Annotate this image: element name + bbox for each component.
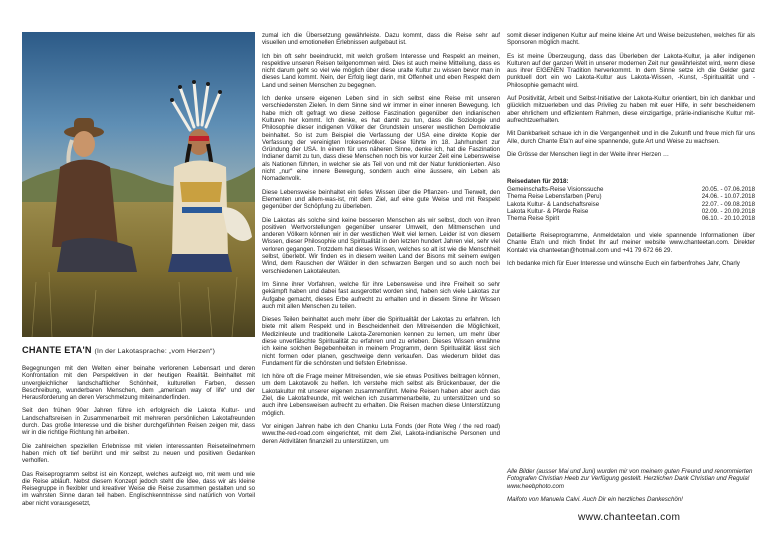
col1-paragraph-2: Seit den frühen 90er Jahren führe ich erfolgreich die Lakota Kultur- und Landschaftsreisen in Zusammenarbeit mit mehreren persönlichen Lakotafreunden durch. Das große Interesse und die bisher durchgeführten Reisen zeigen mir, dass wir in die richtige Richtung hin arbeiten. (22, 407, 255, 437)
col2-paragraph-1: zumal ich die Übersetzung gewährleiste. Dazu kommt, dass die Reise sehr auf visuellen und emotionellen Erlebnissen aufgebaut ist. (262, 32, 500, 47)
title-main: CHANTE ETA'N (22, 345, 92, 355)
photo-illustration (22, 32, 255, 337)
schedule-row (507, 208, 755, 215)
schedule-heading: Reisedaten für 2018: (507, 178, 569, 186)
schedule-trip-dates: 22.07. - 09.08.2018 (701, 200, 755, 208)
col2-paragraph-7: Dieses Teilen beinhaltet auch mehr über die Spiritualität der Lakotas zu erfahren. Ich biete mit allem Respekt und in Bescheidenheit den Mitreisenden die Möglichkeit, Medizinleute und traditionelle Lakota-Zeremonien kennen zu lernen, um mehr über diese unverfälschte Spiritualität zu erfahren und zu erleben. Dieses Wissen erwähne ich keine solchen Begebenheiten in meinem Programm, denn Spiritualität lässt sich nicht formen oder planen, geschweige denn verkaufen. Das wiederum bildet das Fundament für die schönsten und tiefsten Erlebnisse. (262, 316, 500, 367)
col2-paragraph-8: Ich höre oft die Frage meiner Mitreisenden, wie sie etwas Positives beitragen können, um dem Lakotavolk zu helfen. Ich verstehe mich selbst als Brückenbauer, der die Lakotakultur mit unserer eigenen zusammenführt. Meine Reisen haben aber auch das Ziel, die Lakotafreunde, mit welchen ich zusammenarbeite, zu unterstützen und so auch ihre Lebensweisen aufrecht zu erhalten. Die Reisen machen diese Unterstützung möglich. (262, 373, 500, 417)
col2-paragraph-9: Vor einigen Jahren habe ich den Chanku Luta Fonds (der Rote Weg / the red road) www.the-red-road.com eingerichtet, mit dem Ziel, Lakota-indianische Personen und deren Aktivitäten finanziell zu unterstützen, um (262, 422, 500, 445)
col1-paragraph-4: Das Reiseprogramm selbst ist ein Konzept, welches aufzeigt wo, mit wem und wie die Reise abläuft. Nebst diesem Konzept jedoch steht die Idee, dass wir als kleine Reisegruppe in flexibler und kreativer Weise die Reise zusammen gestalten und so im wahrsten Sinne daran teil haben. Englischkenntnisse sind natürlich von Vorteil aber nicht vorausgesetzt, (22, 470, 255, 507)
col2-paragraph-4: Diese Lebensweise beinhaltet ein tiefes Wissen über die Pflanzen- und Tierwelt, den Elementen und allem-was-ist, mit dem Ziel, auf eine gute Weise und mit Respekt gegenüber der Schöpfung zu überleben. (262, 188, 500, 211)
schedule-trip-name: Lakota Kultur- & Pferde Reise (507, 207, 589, 215)
col3-paragraph-1: somit dieser indigenen Kultur auf meine kleine Art und Weise beizustehen, welches für als Sponsoren möglich macht. (507, 32, 755, 47)
schedule-row (507, 193, 755, 200)
article-title (22, 345, 255, 355)
col3-paragraph-4: Mit Dankbarkeit schaue ich in die Vergangenheit und in die Zukunft und freue mich für uns Alle, durch Chante Eta'n auf eine spannende, gute Art und Weise zu wachsen. (507, 130, 755, 145)
col2-paragraph-3: Ich denke unsere eigenen Leben sind in sich selbst eine Reise mit unseren verschiedensten Zielen. In dem Sinne sind wir immer in einer inneren Bewegung. Ich habe mich oft gefragt wo diese zeitlose Faszination gegenüber den indianischen Kulturen her kommt. Ich denke, es hat damit zu tun, dass die Soziologie und Philosophie dieser indigenen Völker der Grundstein unserer westlichen Demokratie beinhaltet. So ist zum Beispiel die Verfassung der USA eine direkte Kopie der Verfassung der vereinigten Irokesenvölker. Diese führte im 18. Jahrhundert zur Gründung der USA. In einem für uns näheren Sinne, denke ich, hat die Faszination Indianer damit zu tun, dass diese Menschen noch bis vor kurzer Zeit eine Lebensweise als Nationen führten, in welcher sie als Teil von und mit der Natur funktionierten. Also nicht „nur“ eine innere Bewegung, sondern auch eine äussere, ein Leben als Nomadenvolk. (262, 95, 500, 183)
contact-paragraph: Detaillierte Reiseprogramme, Anmeldetalon und viele spannende Informationen über Chante Eta'n und mich findet Ihr auf meiner website www.chanteetan.com. Direkter Kontakt via chanteetan@hotmail.com und +41 79 672 66 29. (507, 232, 755, 254)
column-middle (262, 32, 500, 451)
photo-credit-1: Alle Bilder (ausser Mai und Juni) wurden mir von meinem guten Freund und renommierten Fotografen Christian Heeb zur Verfügung gestellt. Herzlichen Dank Christian und Regula! www.heebphoto.com (507, 468, 753, 490)
schedule-trip-name: Thema Reise Lebensfarben (Peru) (507, 193, 602, 201)
lakota-photo (22, 32, 255, 337)
column-right (507, 32, 755, 273)
photo-credit-2: Maifoto von Manuela Calvi. Auch Dir ein herzliches Dankeschön! (507, 495, 683, 503)
schedule-row (507, 201, 755, 208)
col2-paragraph-5: Die Lakotas als solche sind keine besseren Menschen als wir selbst, doch von ihren positiven Wertvorstellungen gegenüber unserer Umwelt, den Mitmenschen und anderen Völkern können wir in der westlichen Welt viel lernen. Leider ist von diesem Wissen, dieser Philosophie und Spiritualität in den letzten hundert Jahren viel, sehr viel verloren gegangen. Trotzdem hat dieses Wissen, welches so alt ist wie die Menschheit selbst, überlebt. Wir finden es in diesem weiten Land der Bisons mit seinem ewigen Wind, dem Rauschen der Wälder in den schwarzen Bergen und so auch noch bei verschiedenen Lakotaleuten. (262, 216, 500, 275)
website-link[interactable]: www.chanteetan.com (578, 512, 681, 523)
closing-paragraph: Ich bedanke mich für Euer Interesse und wünsche Euch ein farbenfrohes Jahr, Charly (507, 260, 740, 268)
col3-paragraph-2: Es ist meine Überzeugung, dass das Überleben der Lakota-Kultur, ja aller indigenen Kulturen auf der ganzen Welt in unserer modernen Zeit nur gewährleistet wird, wenn diese aus ihrer EIGENEN Tradition herverkommt. In dem Sinne setze ich die Gelder ganz punktuell dort ein wo Lakota-Kultur aus Lakota-Wissen, -Kunst, -Spiritualität und -Philosophie gemacht wird. (507, 52, 755, 89)
col1-paragraph-3: Die zahlreichen speziellen Erlebnisse mit vielen interessanten Reiseteilnehmern haben mich oft tief berührt und mir selbst zu neuen und positiven Gedanken verholfen. (22, 442, 255, 465)
schedule-trip-name: Lakota Kultur- & Landschaftsreise (507, 200, 600, 208)
schedule-trip-dates: 24.06. - 10.07.2018 (701, 193, 755, 201)
col2-paragraph-6: Im Sinne ihrer Vorfahren, welche für ihre Lebensweise und ihre Freiheit so sehr gekämpft haben und dabei fast ausgerottet worden sind, haben sich viele Lakotas zur Aufgabe gemacht, dieses Erbe aufrecht zu erhalten und in diesem Sinne ihr Wissen auch mit allen Menschen zu teilen. (262, 280, 500, 310)
col1-paragraph-1: Begegnungen mit den Welten einer beinahe verlorenen Lebensart und deren Konfrontation mit den Perspektiven in der heutigen Realität. Beinhaltet mit unvergleichlicher landschaftlicher Schönheit, kulturellen Farben, dessen Beschreibung, wunderbaren Menschen, dem „american way of life“ und der Herausforderung an deren Verschmelzung miteinanderfinden. (22, 365, 255, 402)
travel-schedule (507, 178, 755, 222)
photo-credits (507, 468, 755, 509)
title-note: (In der Lakotasprache: „vom Herzen“) (94, 348, 216, 355)
schedule-trip-dates: 06.10. - 20.10.2018 (701, 214, 755, 222)
schedule-row (507, 186, 755, 193)
col3-paragraph-3: Auf Positivität, Arbeit und Selbst-Initiative der Lakota-Kultur orientiert, bin ich dankbar und glücklich mitzuerleben und das Privileg zu haben mit euer Hilfe, in sehr bescheidenem aber ehrlichem und effizientem Rahmen, diese einzigartige, prärie-indianische Kultur mit- aufrechtzuerhalten. (507, 95, 755, 124)
schedule-row (507, 215, 755, 222)
col2-paragraph-2: Ich bin oft sehr beeindruckt, mit welch großem Interesse und Respekt an meinen, respektive unseren Reisen teilgenommen wird. Dies ist auch meine Mitteilung, dass es nicht darum geht so viel wie möglich über diese uralte Kultur zu wissen bevor man in dieses Land kommt. Nein, der Erfolg liegt darin, mit Offenheit und eben Respekt dem Land und seinen Menschen zu begegnen. (262, 52, 500, 89)
schedule-trip-dates: 20.05. - 07.06.2018 (701, 186, 755, 194)
column-left (22, 32, 255, 513)
schedule-trip-name: Thema Reise Spirit (507, 214, 560, 222)
schedule-trip-dates: 02.09. - 20.09.2018 (701, 207, 755, 215)
schedule-trip-name: Gemeinschafts-Reise Visionssuche (507, 186, 604, 194)
col3-paragraph-5: Die Grösse der Menschen liegt in der Weite ihrer Herzen … (507, 150, 669, 158)
